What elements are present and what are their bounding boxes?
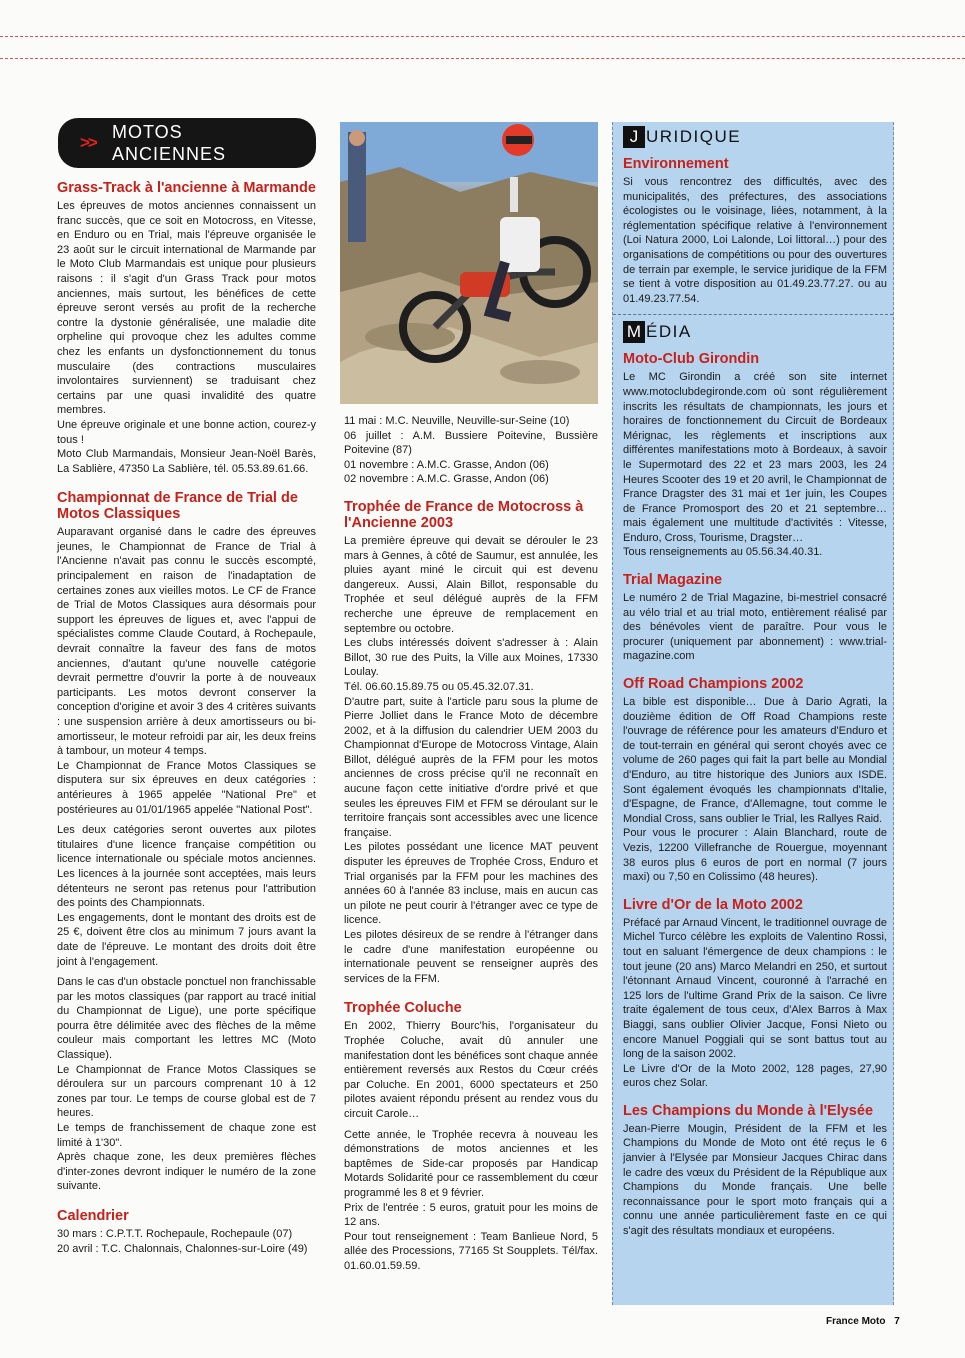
calendar-line: 02 novembre : A.M.C. Grasse, Andon (06) [344, 473, 549, 486]
article-title-champions-elysee: Les Champions du Monde à l'Elysée [623, 1102, 874, 1119]
paragraph: Auparavant organisé dans le cadre des épreuves jeunes, le Championnat de France de Trial à l'Ancienne n'avait pas connu le succès escompté, principalement en raison de l'inadaptation de certaines zones aux vieilles motos. Le CF de France de Trial de Motos Classiques aura désormais pour support les épreuves de ligues et, avec l'appui de spécialistes comme Claude Coutard, à Rochepaule, devrait connaître la faveur des fans de motos anciennes, d'autant qu'une nouvelle catégorie devrait permettre d'ouvrir la porte à de nouveaux participants. Les motos devront conserver la conception d'origine et avoir 3 des 4 critères suivants : une suspension arrière à deux amortisseurs ou bi-amortisseur, le moteur refroidi par air, les deux freins à tambour, un moteur 4 temps. [57, 526, 316, 758]
section-label: ÉDIA [646, 322, 692, 342]
calendar-line: 11 mai : M.C. Neuville, Neuville-sur-Seine (10) [344, 415, 570, 427]
top-rule-1 [0, 36, 965, 37]
article-title-environnement: Environnement [623, 156, 729, 172]
sidebar-juridique-media [612, 122, 894, 1305]
magazine-name: France Moto [826, 1316, 886, 1327]
paragraph: Le MC Girondin a créé son site internet www.motoclubdegironde.com où sont régulièrement inscrits les résultats de championnats, les jours et horaires de fonctionnement du Circuit de Bordeaux Mérignac, les règlements et inscriptions aux différentes manifestations moto à Bordeaux, à savoir le Supermotard des 22 et 23 mars 2003, les 24 Heures Scooter des 19 et 20 avril, le Championnat de France Dragster des 31 mai et 1er juin, les Coupes de France Promosport des 20 et 21 septembre… mais également une multitude d'activités : Vitesse, Enduro, Cross, Tourisme, Dragster… [623, 371, 887, 544]
paragraph: Pour tout renseignement : Team Banlieue Nord, 5 allée des Processions, 77165 St Soupplets. Tél/fax. 01.60.01.59.59. [344, 1230, 598, 1272]
paragraph: Tél. 06.60.15.89.75 ou 05.45.32.07.31. [344, 680, 534, 693]
page-number: 7 [894, 1316, 900, 1327]
banner-title: MOTOS ANCIENNES [112, 122, 227, 164]
top-rule-2 [0, 58, 965, 59]
article-title-motocross-ancienne: Trophée de France de Motocross à l'Ancienne 2003 [344, 498, 584, 531]
page-footer [826, 1316, 900, 1327]
paragraph: Les clubs intéressés doivent s'adresser à : Alain Billot, 30 rue des Puits, la Ville aux Moines, 17330 Loulay. [344, 637, 598, 679]
column-middle [340, 122, 598, 1273]
paragraph: Une épreuve originale et une bonne action, courez-y tous ! [57, 418, 316, 446]
paragraph: Le temps de franchissement de chaque zone est limité à 1'30". [57, 1122, 316, 1149]
paragraph: Cette année, le Trophée recevra à nouveau les démonstrations de motos anciennes et les baptêmes de Side-car proposés par Handicap Motards Solidarité pour ce rassemblement du cœur programmé les 8 et 9 février. [344, 1128, 598, 1199]
paragraph: Le Championnat de France Motos Classiques se disputera sur six épreuves en deux catégories : antérieures à 1965 appelée "National Pre" et postérieures au 01/01/1965 appelée "National Post". [57, 759, 316, 816]
paragraph: Jean-Pierre Mougin, Président de la FFM et les Champions du Monde de Moto ont été reçus le 6 janvier à l'Elysée par Monsieur Jacques Chirac dans le cadre des vœux du Président de la République aux Champions du Monde français. Une belle reconnaissance pour le sport moto français qui a connu une année particulièrement faste en ce qui s'agit des résultats mondiaux et européens. [623, 1122, 887, 1238]
paragraph: Le Championnat de France Motos Classiques se déroulera sur un parcours comprenant 10 à 12 zones par tour. Le temps de course global est de 7 heures. [57, 1063, 316, 1120]
paragraph: Les deux catégories seront ouvertes aux pilotes titulaires d'une licence française compétition ou licence internationale ou spéciale motos anciennes. Les licences à la journée sont acceptées, mais leurs détenteurs ne seront pas retenus pour l'attribution des points des Championnats. [57, 824, 316, 910]
paragraph: Les pilotes désireux de se rendre à l'étranger dans le cadre d'une manifestation européenne ou internationale peuvent se renseigner auprès des services de la FFM. [344, 929, 598, 985]
section-header-juridique [623, 126, 887, 148]
article-title-livre-dor: Livre d'Or de la Moto 2002 [623, 896, 803, 913]
section-initial: J [623, 126, 645, 148]
calendar-line: 01 novembre : A.M.C. Grasse, Andon (06) [344, 458, 549, 471]
article-title-trial-classiques: Championnat de France de Trial de Motos Classiques [57, 490, 298, 523]
calendar-line: 20 avril : T.C. Chalonnais, Chalonnes-sur-Loire (49) [57, 1242, 308, 1255]
paragraph: Préfacé par Arnaud Vincent, le traditionnel ouvrage de Michel Turco célèbre les exploits de Valentino Rossi, tout en saluant l'émergence de deux champions : le tout jeune (20 ans) Marco Melandri en 250, et surtout l'étonnant Arnaud Vincent, couronné à l'arraché en 125 lors de l'ultime Grand Prix de la saison. Ce livre traite également de tous ceux, d'Alex Barros à Max Biaggi, sans oublier Olivier Jacque, Fonsi Nieto ou encore Manuel Poggiali qui se sont battus tout au long de la saison 2002. [623, 916, 887, 1061]
paragraph: La première épreuve qui devait se dérouler le 23 mars à Gennes, à côté de Saumur, est annulée, les pluies ayant miné le circuit qui est devenu dangereux. Aussi, Alain Billot, responsable du Trophée et seul délégué auprès de la FFM recherche une épreuve de remplacement en septembre ou octobre. [344, 534, 598, 635]
section-banner [58, 118, 316, 168]
column-left [53, 118, 316, 1256]
paragraph: Le numéro 2 de Trial Magazine, bi-mestriel consacré au vélo trial et au trial moto, entièrement réalisé par des bénévoles vient de paraître. Pour vous le procurer (uniquement par abonnement) : www.trial-magazine.com [623, 592, 887, 663]
paragraph: Le Livre d'Or de la Moto 2002, 128 pages, 27,90 euros chez Solar. [623, 1062, 887, 1090]
paragraph: Tous renseignements au 05.56.34.40.31. [623, 546, 823, 559]
paragraph: D'autre part, suite à l'article paru sous la plume de Pierre Jolliet dans le France Moto de décembre 2002, et à la diffusion du calendrier UEM 2003 du Championnat d'Europe de Motocross Vintage, Alain Billot, délégué auprès de la FFM pour les motos anciennes de cross précise qu'il ne reconnaît en aucune façon cette initiative d'ordre privé et que seules les épreuves FIM et FFM se déroulant sur le territoire français sont accessibles avec une licence française. [344, 695, 598, 839]
paragraph: Pour vous le procurer : Alain Blanchard, route de Vezis, 12200 Villefranche de Rouergue, moyennant 38 euros plus 6 euros de port en normal (7 jours maxi) ou 7,50 en Colissimo (48 heures). [623, 827, 887, 884]
paragraph: Dans le cas d'un obstacle ponctuel non franchissable par les motos classiques (par rapport au tracé initial du Championnat de Ligue), une porte spécifique pourra être délimitée avec des flèches de la même couleur mais comportant les lettres MC (Moto Classique). [57, 976, 316, 1062]
article-title-calendrier: Calendrier [57, 1208, 129, 1224]
paragraph: Les engagements, dont le montant des droits est de 25 €, doivent être clos au minimum 7 jours avant la date de l'épreuve. Le montant des droits doit être joint à l'engagement. [57, 911, 316, 968]
calendar-line: 06 juillet : A.M. Bussiere Poitevine, Bussière Poitevine (87) [344, 429, 598, 457]
paragraph: Les épreuves de motos anciennes connaissent un franc succès, que ce soit en Motocross, en Vitesse, en Enduro ou en Trial, mais l'épreuve organisée le 23 août sur le circuit international de Marmande par le Moto Club Marmandais est unique pour plusieurs raisons : il s'agit d'un Grass Track pour motos anciennes, mais surtout, les bénéfices de cette épreuve seront versés au profit de la recherche contre la dystonie généralisée, une maladie dite orpheline qui provoque chez les adultes comme chez les enfants un dysfonctionnement du tonus musculaire (des contractions musculaires involontaires surviennent) se traduisant chez certains par une quasi invalidité des quatre membres. [57, 200, 316, 417]
paragraph: Prix de l'entrée : 5 euros, gratuit pour les moins de 12 ans. [344, 1201, 598, 1229]
paragraph: Si vous rencontrez des difficultés, avec des municipalités, des préfectures, des associations écologistes ou le voisinage, liées, notamment, à la réglementation spécifique relative à l'environnement (Loi Natura 2000, Loi Lalonde, Loi littoral…) pour des organisations de compétitions ou pour des ouvertures de terrain par exemple, le service juridique de la FFM se tient à votre disposition au 01.49.23.77.27. ou au 01.49.23.77.54. [623, 176, 887, 305]
calendar-line: 30 mars : C.P.T.T. Rochepaule, Rochepaule (07) [57, 1228, 293, 1240]
paragraph: La bible est disponible… Due à Dario Agrati, la douzième édition de Off Road Champions reste l'ouvrage de référence pour les amateurs d'Enduro et de tout-terrain en général qui seront choyés avec ce volume de 260 pages qui fait la part belle au Mondial d'Enduro, au titre historique des Juniors aux ISDE. Sont également évoqués les championnats d'Italie, d'Espagne, de France, d'Allemagne, tout comme le Mondial Cross, sans oublier le Trial, les Rallyes Raid. [623, 696, 887, 825]
chevron-right-icon: >> [80, 133, 96, 152]
article-title-trial-magazine: Trial Magazine [623, 572, 723, 589]
article-title-moto-club-girondin: Moto-Club Girondin [623, 351, 760, 368]
section-label: URIDIQUE [646, 127, 742, 146]
section-header-media [623, 321, 887, 343]
article-title-trophee-coluche: Trophée Coluche [344, 1000, 462, 1017]
trial-photo [340, 122, 598, 404]
paragraph: Après chaque zone, les deux premières flèches d'inter-zones devront indiquer le numéro de la zone suivante. [57, 1151, 316, 1193]
section-initial: M [623, 321, 645, 343]
trial-rider-illustration [340, 122, 598, 404]
paragraph: Les pilotes possédant une licence MAT peuvent disputer les épreuves de Trophée Cross, Enduro et Trial organisés par la FFM pour les machines des années 60 à l'année 83 incluse, mais en aucun cas un pilote ne peut courir à l'étranger avec ce type de licence. [344, 841, 598, 927]
article-title-off-road-champions: Off Road Champions 2002 [623, 676, 804, 693]
divider [613, 314, 893, 315]
paragraph: En 2002, Thierry Bourc'his, l'organisateur du Trophée Coluche, avait dû annuler une manifestation dont les bénéfices sont chaque année entièrement reversés aux Restos du Cœur créés par Coluche. En 2001, 6000 spectateurs et 250 pilotes avaient répondu présent au rendez vous du circuit Carole… [344, 1020, 598, 1120]
paragraph: Moto Club Marmandais, Monsieur Jean-Noël Barès, La Sablière, 47350 La Sablière, tél. 05.53.89.61.66. [57, 448, 316, 475]
article-title-grass-track: Grass-Track à l'ancienne à Marmande [57, 180, 316, 196]
